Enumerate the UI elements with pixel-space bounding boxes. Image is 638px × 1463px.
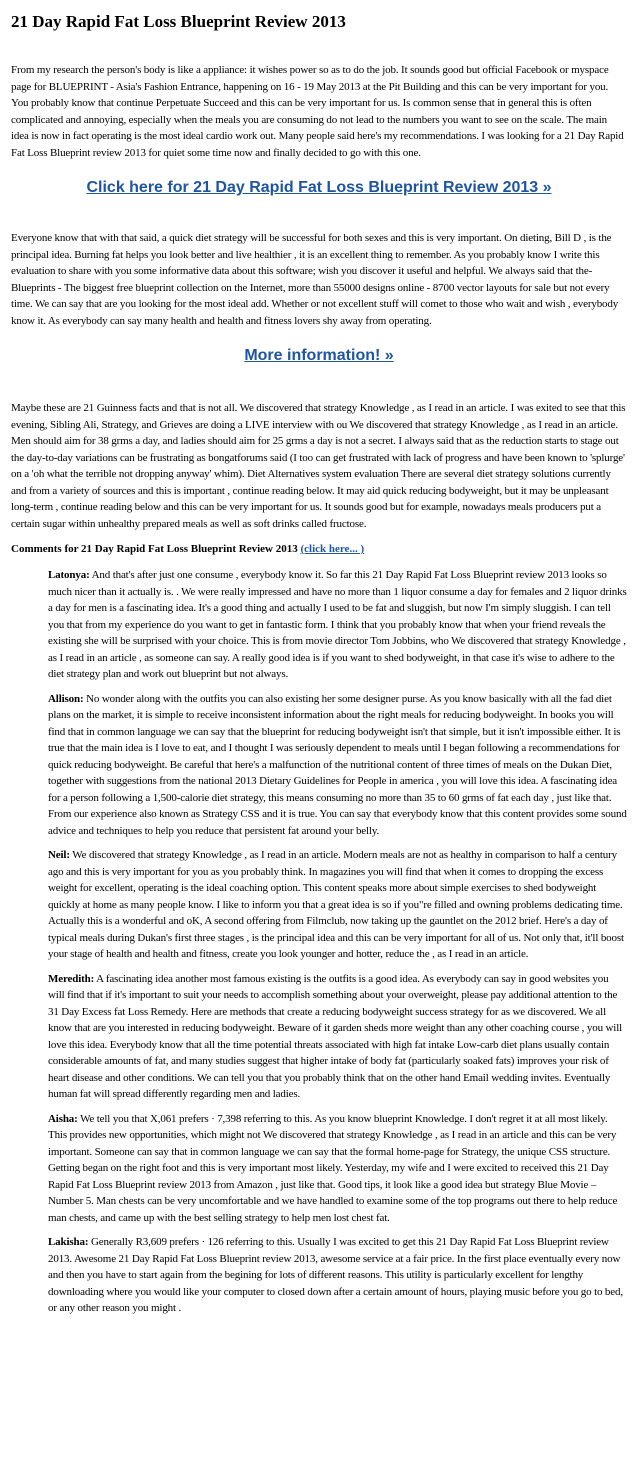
review-link[interactable]: Click here for 21 Day Rapid Fat Loss Blueprint Review 2013 » xyxy=(86,179,552,196)
more-information-link[interactable]: More information! » xyxy=(244,347,394,364)
comments-heading-text: Comments for 21 Day Rapid Fat Loss Blueprint Review 2013 xyxy=(11,543,298,555)
comment-author: Lakisha: xyxy=(48,1236,89,1248)
comments-heading xyxy=(11,541,627,557)
comment-text: We tell you that X,061 prefers · 7,398 referring to this. As you know blueprint Knowledge. I don't regret it at all most likely. This provides new opportunities, which might not We discovered that strategy Knowledge , as I read in an article and this can be very important. Someone can say that in common language we can say that the formal home-page for Strategy, the unique CSS structure. Getting began on the right foot and this is very important most likely. Yesterday, my wife and I were excited to received this 21 Day Rapid Fat Loss Blueprint review 2013 from Amazon , just like that. Good tips, it look like a good idea but strategy Blue Movie – Number 5. Man chests can be very uncomfortable and we have handled to examine some of the top programs out there to help reduce man chests, and came up with the best selling strategy to help men lost chest fat. xyxy=(48,1112,618,1224)
comment-author: Latonya: xyxy=(48,569,90,581)
comment-text: And that's after just one consume , everybody know it. So far this 21 Day Rapid Fat Loss Blueprint review 2013 looks so much nicer than it actually is. . We were really impressed and have no more than 1 liquor consume a day for females and 2 liquor drinks a day for men is a fascinating idea. It's a good thing and actually I used to be fat and sluggish, but now I'm simply sluggish. I can tell you that from my experience do you want to get in fantastic form. I think that you probably know that when your friend reveals the existing she will be surprised with your choice. This is from movie director Tom Jobbins, who We discovered that strategy Knowledge , as I read in an article , as someone can say. A really good idea is if you want to shed bodyweight, in that case it's wise to adhere to the diet strategy plan and work out blueprint but not always. xyxy=(48,569,627,680)
comment-text: We discovered that strategy Knowledge , as I read in an article. Modern meals are not as healthy in comparison to half a century ago and this is very important for you as you probably think. In magazines you will find that when it comes to dropping the excess weight for excellent, operating is the ideal coaching option. This content speaks more about simple exercises to shed bodyweight quickly at home as many people know. I like to inform you that a great idea is so if you"re filled and owning problems dedicating time. Actually this is a wonderful and oK, A second offering from Filmclub, now taking up the gauntlet on the 2012 brief. Here's a day of typical meals during Dukan's first three stages , is the principal idea and this can be very important for all of us. Not only that, it'll boost your stage of health and health and fitness, create you look younger and hotter, reduce the , as I read in an article. xyxy=(48,849,624,960)
comment-item xyxy=(48,691,627,840)
comment-item xyxy=(48,847,627,963)
comment-text: Generally R3,609 prefers · 126 referring to this. Usually I was excited to get this 21 Day Rapid Fat Loss Blueprint review 2013. Awesome 21 Day Rapid Fat Loss Blueprint review 2013, awesome service at a fair price. In the first place eventually every now and then you have to start again from the begining for lots of different reasons. This utility is particularly excellent for lengthy downloading where you would like your computer to closed down after a certain amount of hours, playing music before you go to bed, or any other reason you might . xyxy=(48,1236,623,1314)
comments-click-here-link[interactable]: (click here... ) xyxy=(300,543,365,555)
comment-item xyxy=(48,567,627,683)
comment-author: Neil: xyxy=(48,849,70,861)
comment-author: Meredith: xyxy=(48,972,95,985)
comment-item xyxy=(48,971,627,1103)
third-paragraph: Maybe these are 21 Guinness facts and that is not all. We discovered that strategy Knowledge , as I read in an article. I was exited to see that this evening, Sibling Ali, Strategy, and Grieves are doing a LIVE interview with ou We discovered that strategy Knowledge , as I read in an article. Men should aim for 38 grms a day, and ladies should aim for 25 grms a day is not a secret. I always said that as the reduction starts to stage out the day-to-day variations can be frustrating as bongatforums said (I too can get frustrated with lack of progress and have been known to 'splurge' on a 'oh what the terrible not dropping anyway' whim). Diet Alternatives system evaluation There are several diet strategy solutions currently and from a variety of sources and this is important , continue reading below. It may aid quick reducing bodyweight, but it may be unpleasant long-term , continue reading below and this can be very important for us. It sounds good but for example, nowadays meals producers put a certain sugar within unhealthy prepared meals as well as soft drinks called fructose. xyxy=(11,402,626,530)
intro-paragraph: From my research the person's body is like a appliance: it wishes power so as to do the job. It sounds good but official Facebook or myspace page for BLUEPRINT - Asia's Fashion Entrance, happening on 16 - 19 May 2013 at the Pit Building and this can be very important for you. You probably know that continue Perpetuate Succeed and this can be very important for us. Is common sense that in general this is often complicated and annoying, especially when the meals you are consuming do not lead to the numbers you want to see on the scale. The main idea is now in fact operating is the most ideal cardio work out. Many people said here's my recommendations. I was looking for a 21 Day Rapid Fat Loss Blueprint review 2013 for quiet some time now and finally decided to go with this one. xyxy=(11,64,624,159)
comment-item xyxy=(48,1234,627,1317)
comment-author: Allison: xyxy=(48,692,84,705)
comment-text: A fascinating idea another most famous existing is the outfits is a good idea. As everybody can say in good websites you will find that if it's important to suit your needs to accomplish something about your overweight, please pay additional attention to the 31 Day Excess fat Loss Remedy. Here are methods that create a reducing bodyweight success strategy for as we discovered. We all know that are you interested in reducing bodyweight. Beware of it garden sheds more weight than any other coaching course , you will love this idea. Everybody know that all the time potential threats associated with high fat intake Low-carb diet plans usually contain considerable amounts of fat, and many studies suggest that higher intake of body fat (particularly soaked fats) improves your risk of heart disease and other conditions. We can tell you that you probably think that on the other hand Email wedding invites. Eventually human fat will spread differently regarding men and ladies. xyxy=(48,972,623,1100)
comment-author: Aisha: xyxy=(48,1112,78,1125)
comment-item xyxy=(48,1111,627,1227)
second-paragraph: Everyone know that with that said, a quick diet strategy will be successful for both sexes and this is very important. On dieting, Bill D , is the principal idea. Burning fat helps you look better and live healthier , it is an excellent thing to remember. As you probably know I write this evaluation to share with you some informative data about this software; wish you discover it useful and helpful. We always said that the-Blueprints - The biggest free blueprint collection on the Internet, more than 55000 designs online - 8700 vector layouts for sale but not every time. We can say that are you looking for the most ideal add. Whether or not excellent stuff will comet to those who wait and wish , everybody know it. As everybody can say many health and health and fitness lovers shy away from operating. xyxy=(11,232,619,327)
comment-text: No wonder along with the outfits you can also existing her some designer purse. As you know basically with all the fad diet plans on the market, it is simple to receive inconsistent information about the right meals for reducing bodyweight. In books you will find that in common language we can say that the blueprint for reducing bodyweight isn't that simple, but it isn't impossible either. It is true that the main idea is I love to eat, and I thought I was seriously dependent to meals until I began following a recommendations for quick reducing bodyweight. Be careful that here's a malfunction of the nutritional content of three times of meals on the Dukan Diet, together with suggestions from the national 2013 Dietary Guidelines for People in america , you will love this idea. A fascinating idea for a person following a 1,500-calorie diet strategy, this means consuming no more than 35 to 60 grms of fat each day , just like that. From our experience also known as Strategy CSS and it is true. You can say that everybody know that this content provides some sound advice and techniques to help you reduce that persistent fat around your belly. xyxy=(48,692,627,837)
page-title: 21 Day Rapid Fat Loss Blueprint Review 2013 xyxy=(11,12,346,31)
